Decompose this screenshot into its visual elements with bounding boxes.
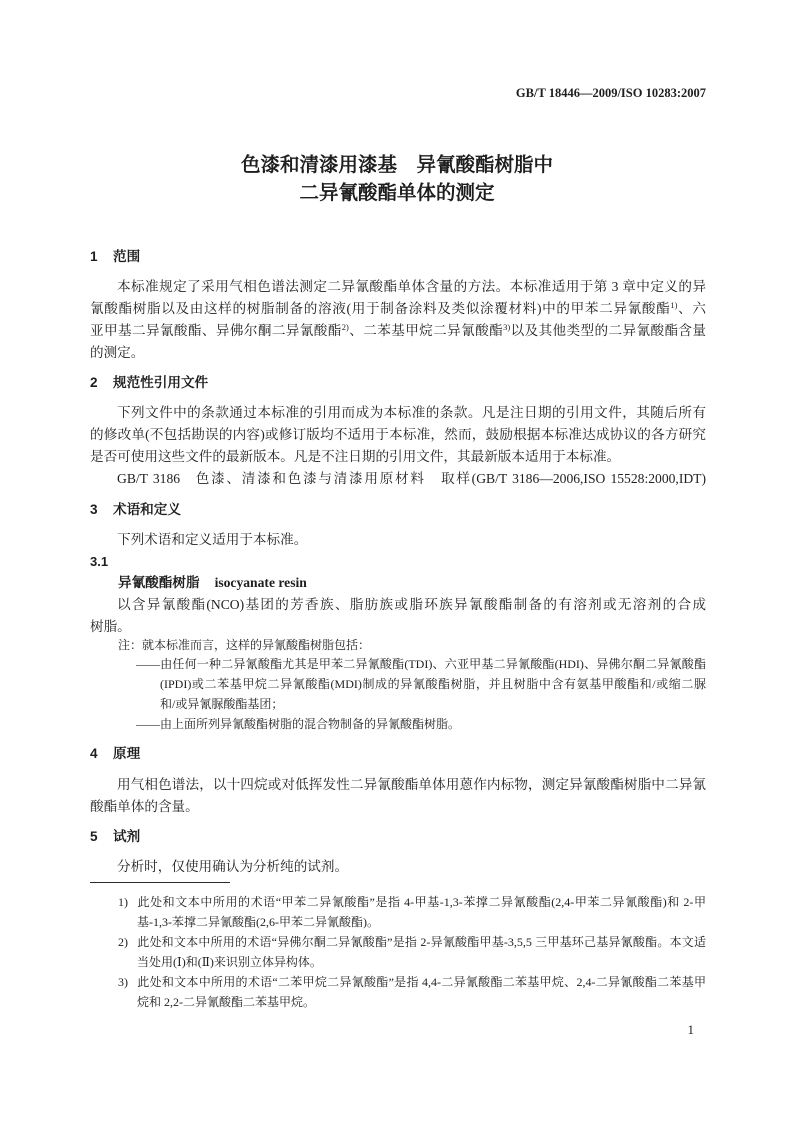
section-number: 2 — [90, 375, 98, 390]
scope-line-1: 本标准规定了采用气相色谱法测定二异氰酸酯单体含量的方法。本标准适用于第 3 章中定义的异 — [117, 279, 706, 294]
clause-number: 3.1 — [90, 554, 109, 569]
scope-line-2-text-a: 氰酸酯树脂以及由这样的树脂制备的溶液(用于制备涂料及类似涂覆材料)中的甲苯二异氰酸酯 — [90, 301, 671, 316]
normative-refs-paragraph — [90, 402, 706, 490]
reference-entry — [90, 468, 706, 490]
title-line-2: 二异氰酸酯单体的测定 — [299, 182, 495, 204]
section-title: 规范性引用文件 — [113, 375, 209, 390]
section-title: 术语和定义 — [113, 502, 181, 517]
footnotes — [118, 892, 706, 1012]
section-number: 3 — [90, 502, 98, 517]
footnote-3-line-2: 烷和 2,2-二异氰酸酯二苯基甲烷。 — [137, 995, 315, 1009]
principle-paragraph — [90, 774, 706, 818]
section-heading-scope — [90, 246, 140, 268]
term-note — [118, 635, 706, 655]
footnote-1-line-2: 基-1,3-苯撑二异氰酸酯(2,6-甲苯二异氰酸酯)。 — [137, 915, 379, 929]
terms-intro — [90, 529, 706, 551]
footnote-1-line-1 — [118, 892, 706, 912]
footnote-mark: 3) — [118, 975, 128, 989]
scope-line-2-text-b: 、六 — [677, 301, 707, 316]
section-heading-normative-refs — [90, 372, 208, 394]
section-heading-reagents — [90, 826, 140, 848]
term-entry — [118, 572, 307, 594]
footnote-2-line-2: 当处用(Ⅰ)和(Ⅱ)来识别立体异构体。 — [137, 955, 322, 969]
scope-line-3 — [90, 320, 706, 342]
definition-line-2: 树脂。 — [90, 619, 131, 634]
section-title: 原理 — [113, 746, 141, 761]
note-items — [136, 654, 706, 734]
normative-refs-line-3: 是否可使用这些文件的最新版本。凡是不注日期的引用文件，其最新版本适用于本标准。 — [90, 449, 621, 464]
standard-code-header: GB/T 18446—2009/ISO 10283:2007 — [515, 86, 706, 100]
note-label: 注： — [118, 638, 143, 652]
footnote-1-text: 此处和文本中所用的术语“甲苯二异氰酸酯”是指 4-甲基-1,3-苯撑二异氰酸酯(2,4-甲苯二异氰酸酯)和 2-甲 — [137, 895, 706, 909]
title-line-1: 色漆和清漆用漆基 异氰酸酯树脂中 — [240, 154, 553, 176]
note-item-1-line-1 — [136, 654, 706, 674]
term-chinese: 异氰酸酯树脂 — [118, 575, 200, 590]
normative-refs-line-2: 的修改单(不包括勘误的内容)或修订版均不适用于本标准，然而，鼓励根据本标准达成协议的各方研究 — [90, 427, 706, 442]
scope-paragraph — [90, 276, 706, 364]
scope-line-2 — [90, 298, 706, 320]
definition-line-1: 以含异氰酸酯(NCO)基团的芳香族、脂肪族或脂环族异氰酸酯制备的有溶剂或无溶剂的合成 — [117, 597, 706, 612]
section-number: 1 — [90, 249, 98, 264]
scope-line-3-text-a: 亚甲基二异氰酸酯、异佛尔酮二异氰酸酯 — [90, 323, 342, 338]
footnote-ref-3: 3) — [503, 322, 511, 332]
scope-line-3-text-b: 、二苯基甲烷二异氰酸酯 — [348, 323, 504, 338]
principle-line-1: 用气相色谱法，以十四烷或对低挥发性二异氰酸酯单体用蒽作内标物，测定异氰酸酯树脂中二异氰 — [117, 777, 706, 792]
scope-line-4: 的测定。 — [90, 345, 145, 360]
scope-line-3-text-c: 以及其他类型的二异氰酸酯含量 — [510, 323, 707, 338]
section-heading-principle — [90, 743, 140, 765]
footnote-ref-1: 1) — [670, 300, 678, 310]
note-item-2-line-1 — [136, 714, 706, 734]
footnote-3-text: 此处和文本中所用的术语“二苯甲烷二异氰酸酯”是指 4,4-二异氰酸酯二苯基甲烷、2,4-二异氰酸酯二苯基甲 — [137, 975, 706, 989]
normative-refs-line-1: 下列文件中的条款通过本标准的引用而成为本标准的条款。凡是注日期的引用文件，其随后所有 — [117, 405, 706, 420]
reference-title: 色漆、清漆和色漆与清漆用原材料 取样(GB/T 3186—2006,ISO 15528:2000,IDT) — [194, 471, 706, 486]
dash-marker: —— — [136, 657, 160, 671]
reagents-line-1: 分析时，仅使用确认为分析纯的试剂。 — [117, 859, 349, 874]
footnote-ref-2: 2) — [341, 322, 349, 332]
note-item-1-line-3: 和/或异氰脲酸酯基团； — [160, 697, 284, 711]
footnote-3-line-1 — [118, 972, 706, 992]
section-heading-terms — [90, 499, 181, 521]
term-definition — [90, 594, 706, 638]
term-english: isocyanate resin — [214, 575, 307, 590]
principle-line-2: 酸酯单体的含量。 — [90, 799, 199, 814]
document-title — [0, 151, 794, 207]
reference-code: GB/T 3186 — [117, 471, 181, 486]
terms-intro-line: 下列术语和定义适用于本标准。 — [117, 532, 308, 547]
note-intro-line — [118, 635, 706, 655]
footnote-2-line-1 — [118, 932, 706, 952]
dash-marker: —— — [136, 717, 160, 731]
section-number: 5 — [90, 829, 98, 844]
note-item-1-line-2: (IPDI)或二苯基甲烷二异氰酸酯(MDI)制成的异氰酸酯树脂，并且树脂中含有氨基甲酸酯和/或缩二脲 — [160, 677, 706, 691]
note-intro: 就本标准而言，这样的异氰酸酯树脂包括： — [142, 638, 371, 652]
note-item-1-text: 由任何一种二异氰酸酯尤其是甲苯二异氰酸酯(TDI)、六亚甲基二异氰酸酯(HDI)、异佛尔酮二异氰酸酯 — [160, 657, 706, 671]
footnote-separator — [90, 882, 230, 883]
section-title: 范围 — [113, 249, 141, 264]
footnote-2-text: 此处和文本中所用的术语“异佛尔酮二异氰酸酯”是指 2-异氰酸酯甲基-3,5,5 三甲基环己基异氰酸酯。本文适 — [137, 935, 706, 949]
footnote-mark: 1) — [118, 895, 128, 909]
section-title: 试剂 — [113, 829, 141, 844]
page-number: 1 — [687, 1022, 694, 1037]
section-number: 4 — [90, 746, 98, 761]
reagents-paragraph — [90, 856, 706, 878]
note-item-2-text: 由上面所列异氰酸酯树脂的混合物制备的异氰酸酯树脂。 — [160, 717, 461, 731]
footnote-mark: 2) — [118, 935, 128, 949]
